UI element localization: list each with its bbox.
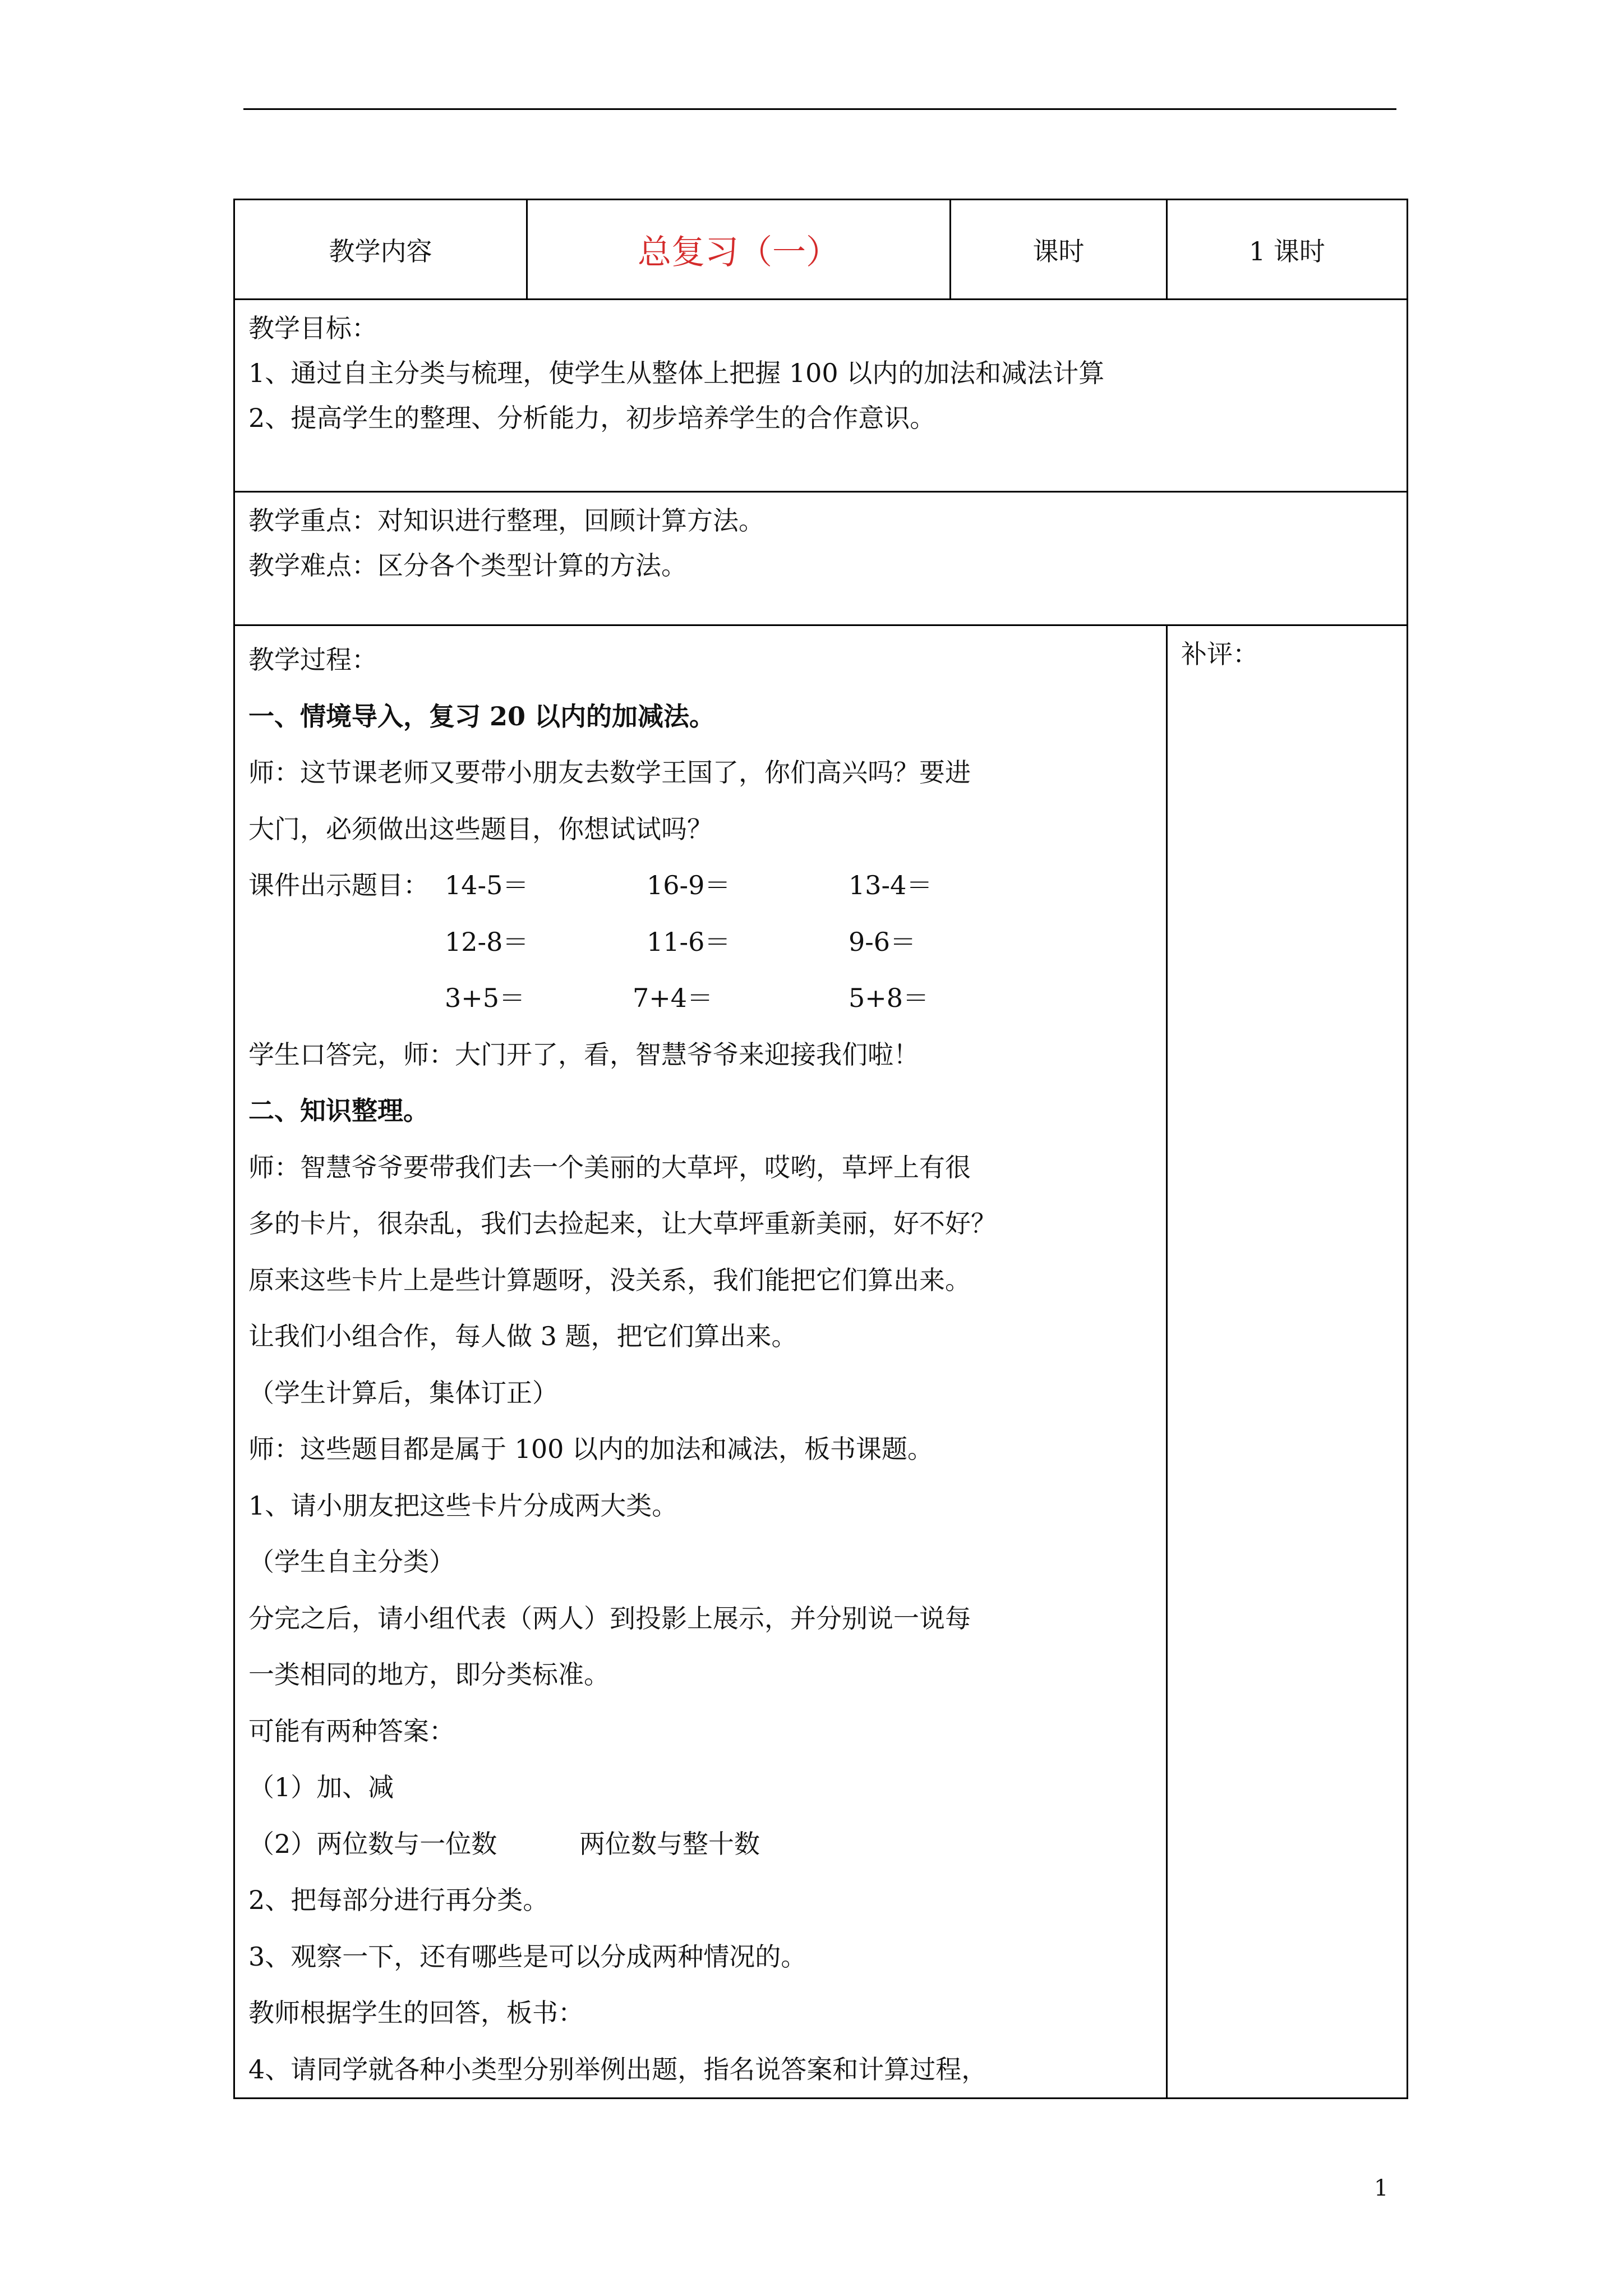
paragraph: 2、把每部分进行再分类。: [248, 1885, 549, 1915]
exercise-row: [248, 857, 1152, 914]
paragraph: 师：这些题目都是属于 100 以内的加法和减法，板书课题。: [248, 1434, 934, 1464]
content-label: 教学内容: [234, 200, 527, 300]
exercise-item: 5+8＝: [849, 983, 929, 1013]
paragraph: （1）加、减: [248, 1772, 394, 1802]
goals-row: [234, 300, 1408, 492]
header-row: [234, 200, 1408, 300]
section-heading: 一、情境导入，复习 20 以内的加减法。: [248, 701, 716, 731]
keys-row: [234, 492, 1408, 625]
goal-item: 1、通过自主分类与梳理，使学生从整体上把握 100 以内的加法和减法计算: [248, 358, 1105, 388]
paragraph: 师：这节课老师又要带小朋友去数学王国了，你们高兴吗？要进: [248, 757, 971, 788]
exercise-item: 16-9＝: [647, 870, 731, 900]
exercise-row: [248, 914, 1152, 970]
paragraph: 大门，必须做出这些题目，你想试试吗？: [248, 813, 713, 844]
goals-cell: [234, 300, 1408, 492]
answer-item: （2）两位数与一位数: [248, 1828, 497, 1859]
paragraph: 原来这些卡片上是些计算题呀，没关系，我们能把它们算出来。: [248, 1264, 971, 1295]
keys-cell: [234, 492, 1408, 625]
header-rule: [243, 108, 1396, 110]
process-heading: 教学过程：: [248, 645, 377, 675]
paragraph: 学生口答完，师：大门开了，看，智慧爷爷来迎接我们啦！: [248, 1039, 919, 1070]
paragraph: 多的卡片，很杂乱，我们去捡起来，让大草坪重新美丽，好不好？: [248, 1208, 997, 1239]
page-number: 1: [1374, 2175, 1389, 2201]
paragraph: 分完之后，请小组代表（两人）到投影上展示，并分别说一说每: [248, 1603, 971, 1634]
teaching-focus: 教学重点：对知识进行整理，回顾计算方法。: [248, 505, 764, 536]
paragraph: 让我们小组合作，每人做 3 题，把它们算出来。: [248, 1321, 797, 1351]
answer-item: 两位数与整十数: [579, 1828, 760, 1859]
exercise-item: 3+5＝: [445, 983, 525, 1013]
comment-label: 补评：: [1181, 639, 1258, 669]
paragraph: （学生计算后，集体订正）: [248, 1377, 558, 1408]
paragraph: 可能有两种答案：: [248, 1715, 455, 1746]
lesson-title: 总复习（一）: [527, 200, 951, 300]
paragraph: 教师根据学生的回答，板书：: [248, 1998, 584, 2028]
answer-row: [248, 1816, 1152, 1872]
paragraph: （学生自主分类）: [248, 1547, 455, 1577]
comment-cell: [1167, 625, 1408, 2099]
teaching-difficulty: 教学难点：区分各个类型计算的方法。: [248, 550, 687, 581]
exercise-item: 12-8＝: [445, 926, 529, 957]
exercise-item: 7+4＝: [633, 983, 713, 1013]
paragraph: 师：智慧爷爷要带我们去一个美丽的大草坪，哎哟，草坪上有很: [248, 1152, 971, 1182]
paragraph: 1、请小朋友把这些卡片分成两大类。: [248, 1490, 678, 1521]
process-cell: [234, 625, 1167, 2099]
section-heading: 二、知识整理。: [248, 1096, 429, 1126]
lesson-plan-table: [233, 199, 1408, 2099]
process-row: [234, 625, 1408, 2099]
goal-item: 2、提高学生的整理、分析能力，初步培养学生的合作意识。: [248, 403, 936, 433]
exercise-label: 课件出示题目：: [248, 870, 429, 900]
exercise-row: [248, 970, 1152, 1027]
hours-label: 课时: [951, 200, 1167, 300]
paragraph: 4、请同学就各种小类型分别举例出题，指名说答案和计算过程，: [248, 2054, 988, 2085]
exercise-item: 13-4＝: [849, 870, 933, 900]
paragraph: 一类相同的地方，即分类标准。: [248, 1659, 610, 1690]
exercise-item: 11-6＝: [647, 926, 731, 957]
hours-value: 1 课时: [1167, 200, 1408, 300]
exercise-item: 9-6＝: [849, 926, 916, 957]
paragraph: 3、观察一下，还有哪些是可以分成两种情况的。: [248, 1941, 807, 1972]
exercise-item: 14-5＝: [445, 870, 529, 900]
goals-heading: 教学目标：: [248, 313, 377, 343]
